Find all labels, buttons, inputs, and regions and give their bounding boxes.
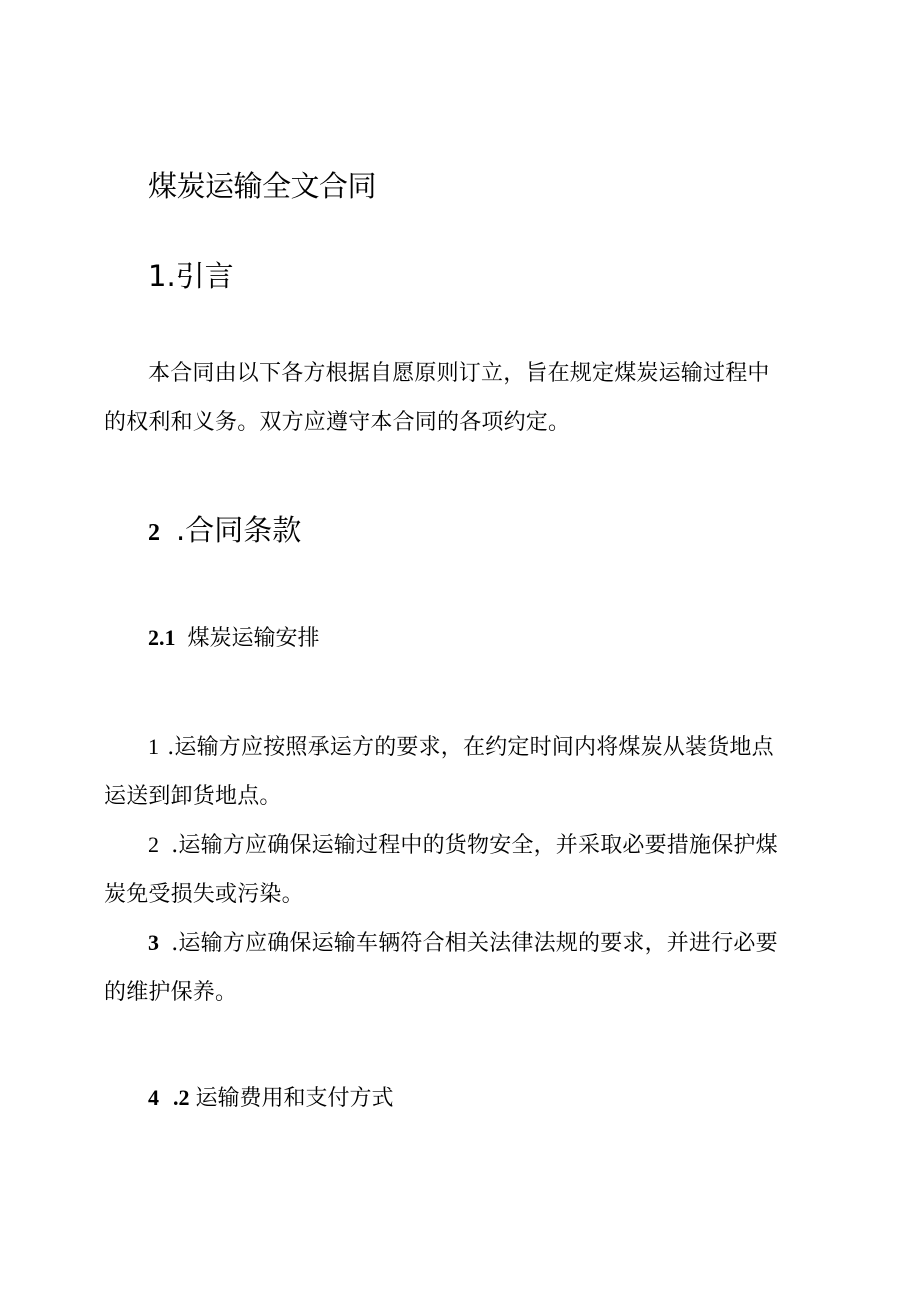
clause-item [104, 820, 818, 919]
clause-line-2: 炭免受损失或污染。 [104, 882, 304, 907]
section-title: .合同条款 [176, 513, 302, 547]
subsection-heading-fees-and-payment [148, 1082, 394, 1115]
clause-number: 1 [148, 734, 160, 759]
subsection-title: 运输费用和支付方式 [195, 1086, 394, 1111]
subsection-number-b: .2 [173, 1085, 190, 1110]
document-title: 煤炭运输全文合同 [148, 169, 377, 203]
subsection-number-a: 4 [148, 1085, 159, 1110]
section-heading-introduction: 1.引言 [148, 259, 234, 293]
clause-line-2: 运送到卸货地点。 [104, 784, 282, 809]
introduction-paragraph [104, 349, 818, 447]
clause-line-1: .运输方应按照承运方的要求，在约定时间内将煤炭从装货地点 [167, 735, 774, 760]
clause-item [104, 918, 818, 1017]
section-number: 2 [148, 520, 160, 546]
subsection-heading-transport-arrangement [148, 622, 320, 655]
clause-item [104, 722, 818, 821]
subsection-number: 2.1 [148, 625, 176, 650]
subsection-title: 煤炭运输安排 [187, 626, 320, 651]
clause-number: 2 [148, 832, 160, 857]
introduction-line-2: 的权利和义务。双方应遵守本合同的各项约定。 [104, 410, 571, 435]
clause-line-1: .运输方应确保运输过程中的货物安全，并采取必要措施保护煤 [171, 833, 778, 858]
introduction-line-1: 本合同由以下各方根据自愿原则订立，旨在规定煤炭运输过程中 [148, 361, 770, 386]
section-heading-contract-terms [148, 510, 301, 553]
clause-line-2: 的维护保养。 [104, 980, 238, 1005]
clause-number: 3 [148, 930, 160, 955]
clause-line-1: .运输方应确保运输车辆符合相关法律法规的要求，并进行必要 [171, 931, 778, 956]
